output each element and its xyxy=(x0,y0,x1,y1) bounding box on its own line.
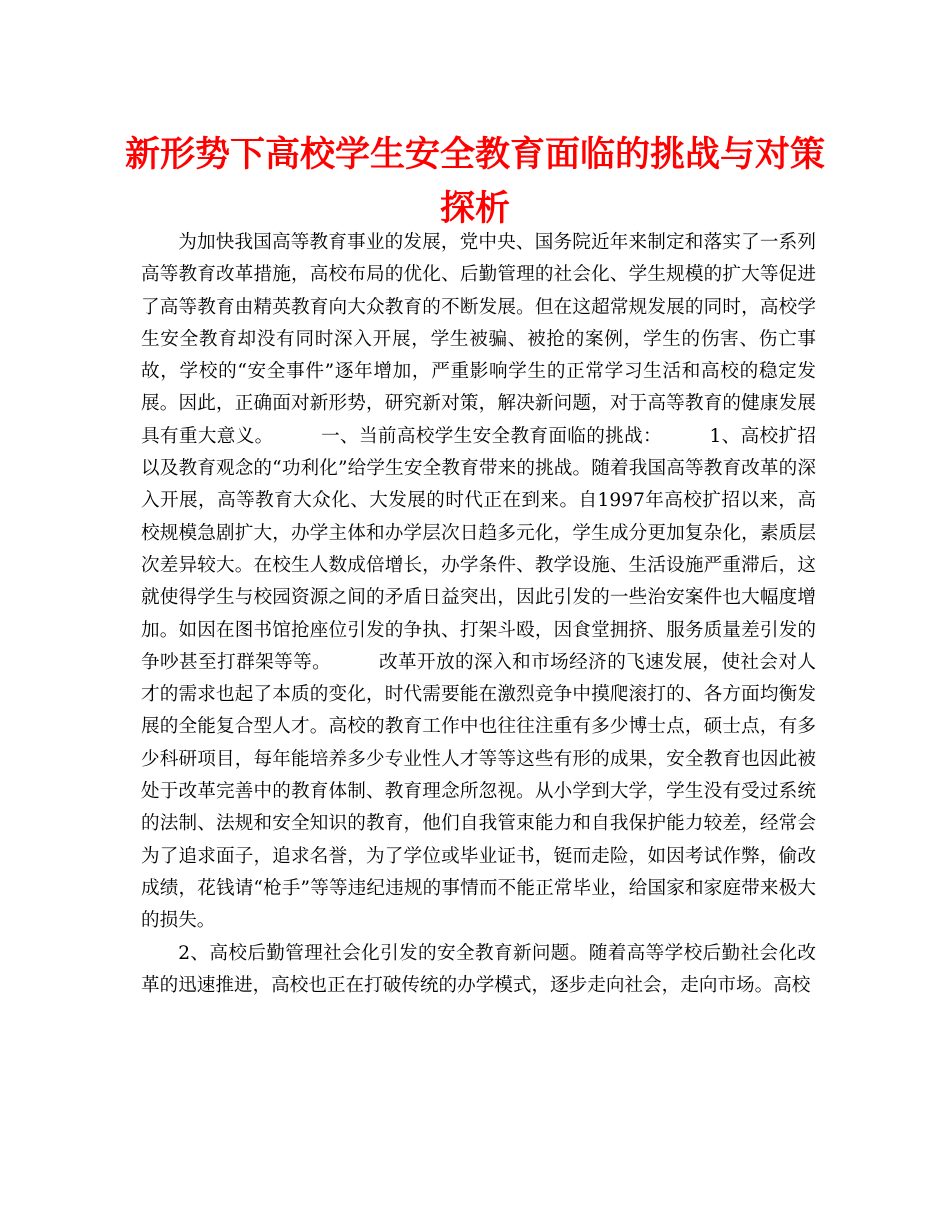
body-paragraph-2: 2、高校后勤管理社会化引发的安全教育新问题。随着高等学校后勤社会化改革的迅速推进，高校也正在打破传统的办学模式，逐步走向社会，走向市场。高校 xyxy=(141,942,816,996)
body-paragraph-1: 为加快我国高等教育事业的发展，党中央、国务院近年来制定和落实了一系列高等教育改革措施，高校布局的优化、后勤管理的社会化、学生规模的扩大等促进了高等教育由精英教育向大众教育的不断发展。但在这超常规发展的同时，高校学生安全教育却没有同时深入开展，学生被骗、被抢的案例，学生的伤害、伤亡事故，学校的“安全事件”逐年增加，严重影响学生的正常学习生活和高校的稳定发展。因此，正确面对新形势，研究新对策，解决新问题，对于高等教育的健康发展具有重大意义。 一、当前高校学生安全教育面临的挑战： 1、高校扩招以及教育观念的“功利化”给学生安全教育带来的挑战。随着我国高等教育改革的深入开展，高等教育大众化、大发展的时代正在到来。自1997年高校扩招以来，高校规模急剧扩大，办学主体和办学层次日趋多元化，学生成分更加复杂化，素质层次差异较大。在校生人数成倍增长，办学条件、教学设施、生活设施严重滞后，这就使得学生与校园资源之间的矛盾日益突出，因此引发的一些治安案件也大幅度增加。如因在图书馆抢座位引发的争执、打架斗殴，因食堂拥挤、服务质量差引发的争吵甚至打群架等等。 改革开放的深入和市场经济的飞速发展，使社会对人才的需求也起了本质的变化，时代需要能在激烈竞争中摸爬滚打的、各方面均衡发展的全能复合型人才。高校的教育工作中也往往注重有多少博士点，硕士点，有多少科研项目，每年能培养多少专业性人才等等这些有形的成果，安全教育也因此被处于改革完善中的教育体制、教育理念所忽视。从小学到大学，学生没有受过系统的法制、法规和安全知识的教育，他们自我管束能力和自我保护能力较差，经常会为了追求面子，追求名誉，为了学位或毕业证书，铤而走险，如因考试作弊，偷改成绩，花钱请“枪手”等等违纪违规的事情而不能正常毕业，给国家和家庭带来极大的损失。 xyxy=(141,232,816,932)
document-body xyxy=(141,227,816,1002)
document-title: 新形势下高校学生安全教育面临的挑战与对策探析 xyxy=(124,134,825,229)
